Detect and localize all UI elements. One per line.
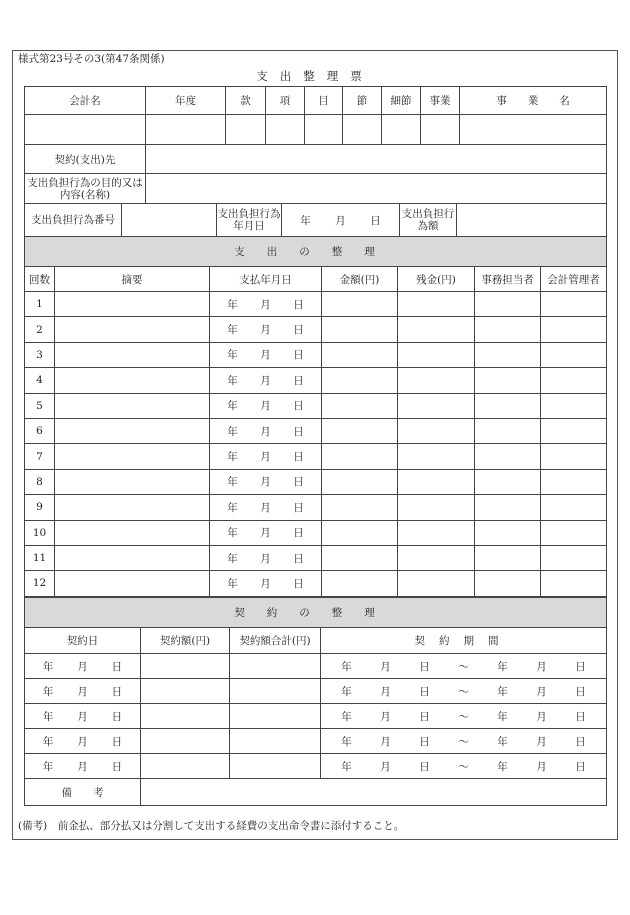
contract-amount-cell[interactable] <box>141 654 230 679</box>
month-mark: 月 <box>260 374 271 387</box>
month-mark: 月 <box>260 298 271 311</box>
contracts-section-row <box>25 598 607 628</box>
header-input-cell[interactable] <box>25 115 146 145</box>
header-col-label: 節 <box>343 87 382 115</box>
contract-period-cell[interactable] <box>321 679 607 704</box>
payment-summary-cell[interactable] <box>55 393 210 418</box>
payment-row-number: 2 <box>25 317 55 342</box>
contract-period-cell[interactable] <box>321 729 607 754</box>
payment-row-number: 7 <box>25 444 55 469</box>
payment-amount-cell[interactable] <box>322 292 398 317</box>
payment-row-number: 1 <box>25 292 55 317</box>
act-row <box>25 204 607 237</box>
contract-period-cell[interactable] <box>321 754 607 779</box>
payment-clerk-cell[interactable] <box>475 418 541 443</box>
contract-date-cell[interactable] <box>25 704 141 729</box>
col-contract-total: 契約額合計(円) <box>230 628 321 654</box>
act-amount-label: 支出負担行為額 <box>400 204 457 237</box>
payment-date-cell[interactable] <box>210 520 322 545</box>
contract-date-cell[interactable] <box>25 729 141 754</box>
year-mark: 年 <box>341 735 352 748</box>
month-mark: 月 <box>77 710 88 723</box>
header-input-cell[interactable] <box>421 115 460 145</box>
contractor-label: 契約(支出)先 <box>25 145 146 174</box>
payment-manager-cell[interactable] <box>541 571 607 596</box>
payment-clerk-cell[interactable] <box>475 545 541 570</box>
payment-amount-cell[interactable] <box>322 520 398 545</box>
payment-row <box>25 571 607 596</box>
payment-date-cell[interactable] <box>210 571 322 596</box>
contracts-table <box>24 597 607 806</box>
payments-col-label: 事務担当者 <box>475 267 541 292</box>
payment-amount-cell[interactable] <box>322 393 398 418</box>
range-mark: ～ <box>458 760 469 773</box>
header-input-cell[interactable] <box>460 115 607 145</box>
month-mark: 月 <box>260 349 271 362</box>
year-mark: 年 <box>227 527 238 540</box>
payment-row <box>25 520 607 545</box>
remarks-field[interactable] <box>141 779 607 806</box>
payment-row <box>25 393 607 418</box>
month-mark: 月 <box>380 660 391 673</box>
purpose-label-text: 支出負担行為の目的又は内容(名称) <box>27 176 143 201</box>
act-date-label: 支出負担行為年月日 <box>217 204 282 237</box>
payment-clerk-cell[interactable] <box>475 495 541 520</box>
day-mark: 日 <box>293 451 304 464</box>
year-mark: 年 <box>227 298 238 311</box>
payment-amount-cell[interactable] <box>322 571 398 596</box>
header-col-label: 款 <box>226 87 266 115</box>
year-mark: 年 <box>227 552 238 565</box>
year-mark: 年 <box>300 214 311 227</box>
payments-section-title: 支出の整理 <box>25 237 607 267</box>
day-mark: 日 <box>293 476 304 489</box>
year-mark: 年 <box>227 400 238 413</box>
purpose-row <box>25 174 607 204</box>
payments-columns-row <box>25 267 607 292</box>
payment-balance-cell[interactable] <box>398 545 475 570</box>
contract-amount-cell[interactable] <box>141 729 230 754</box>
remarks-row <box>25 779 607 806</box>
payments-col-label: 回数 <box>25 267 55 292</box>
contracts-section-title: 契約の整理 <box>25 598 607 628</box>
header-table <box>24 86 607 204</box>
payment-summary-cell[interactable] <box>55 292 210 317</box>
payment-summary-cell[interactable] <box>55 571 210 596</box>
month-mark: 月 <box>536 685 547 698</box>
year-mark: 年 <box>227 349 238 362</box>
payment-clerk-cell[interactable] <box>475 342 541 367</box>
range-mark: ～ <box>458 735 469 748</box>
payments-col-label: 支払年月日 <box>210 267 322 292</box>
contract-period-cell[interactable] <box>321 654 607 679</box>
header-col-label: 事業 <box>421 87 460 115</box>
month-mark: 月 <box>260 527 271 540</box>
payment-row-number: 10 <box>25 520 55 545</box>
payment-row <box>25 495 607 520</box>
remarks-label: 備 考 <box>25 779 141 806</box>
month-mark: 月 <box>380 735 391 748</box>
day-mark: 日 <box>293 527 304 540</box>
month-mark: 月 <box>77 685 88 698</box>
payment-row <box>25 342 607 367</box>
contractor-field[interactable] <box>146 145 607 174</box>
month-mark: 月 <box>77 760 88 773</box>
year-mark: 年 <box>341 685 352 698</box>
payment-row-number: 3 <box>25 342 55 367</box>
payment-clerk-cell[interactable] <box>475 317 541 342</box>
payment-manager-cell[interactable] <box>541 368 607 393</box>
month-mark: 月 <box>380 760 391 773</box>
month-mark: 月 <box>260 425 271 438</box>
month-mark: 月 <box>77 660 88 673</box>
payment-date-cell[interactable] <box>210 495 322 520</box>
payment-amount-cell[interactable] <box>322 368 398 393</box>
day-mark: 日 <box>111 710 123 723</box>
year-mark: 年 <box>227 425 238 438</box>
header-input-cell[interactable] <box>146 115 226 145</box>
payment-balance-cell[interactable] <box>398 444 475 469</box>
month-mark: 月 <box>536 710 547 723</box>
payment-amount-cell[interactable] <box>322 342 398 367</box>
contracts-columns-row <box>25 628 607 654</box>
year-mark: 年 <box>42 685 54 698</box>
contract-row <box>25 754 607 779</box>
payment-date-cell[interactable] <box>210 469 322 494</box>
payment-row <box>25 317 607 342</box>
month-mark: 月 <box>260 451 271 464</box>
day-mark: 日 <box>293 425 304 438</box>
contract-row <box>25 704 607 729</box>
payment-clerk-cell[interactable] <box>475 393 541 418</box>
payment-date-cell[interactable] <box>210 368 322 393</box>
payment-row <box>25 418 607 443</box>
payment-row <box>25 469 607 494</box>
month-mark: 月 <box>260 552 271 565</box>
contract-date-cell[interactable] <box>25 754 141 779</box>
range-mark: ～ <box>458 710 469 723</box>
payment-amount-cell[interactable] <box>322 418 398 443</box>
form-number: 様式第23号その3(第47条関係) <box>18 53 165 65</box>
year-mark: 年 <box>42 735 54 748</box>
header-col-label: 細節 <box>382 87 421 115</box>
contract-amount-cell[interactable] <box>141 754 230 779</box>
month-mark: 月 <box>536 735 547 748</box>
day-mark: 日 <box>419 660 430 673</box>
contract-amount-cell[interactable] <box>141 679 230 704</box>
payment-balance-cell[interactable] <box>398 418 475 443</box>
contract-period-cell[interactable] <box>321 704 607 729</box>
payment-balance-cell[interactable] <box>398 571 475 596</box>
contract-total-cell[interactable] <box>230 729 321 754</box>
payment-balance-cell[interactable] <box>398 342 475 367</box>
header-col-label: 年度 <box>146 87 226 115</box>
month-mark: 月 <box>260 577 271 590</box>
year-mark: 年 <box>497 735 508 748</box>
payment-row-number: 12 <box>25 571 55 596</box>
year-mark: 年 <box>227 374 238 387</box>
day-mark: 日 <box>293 577 304 590</box>
payment-manager-cell[interactable] <box>541 342 607 367</box>
month-mark: 月 <box>260 476 271 489</box>
contract-row <box>25 679 607 704</box>
payment-row <box>25 444 607 469</box>
footnote: (備考) 前金払、部分払又は分割して支出する経費の支出命令書に添付すること。 <box>18 820 405 832</box>
month-mark: 月 <box>260 324 271 337</box>
payment-clerk-cell[interactable] <box>475 444 541 469</box>
year-mark: 年 <box>42 760 54 773</box>
contract-row <box>25 654 607 679</box>
payment-clerk-cell[interactable] <box>475 571 541 596</box>
payment-clerk-cell[interactable] <box>475 368 541 393</box>
day-mark: 日 <box>293 298 304 311</box>
year-mark: 年 <box>497 660 508 673</box>
payment-manager-cell[interactable] <box>541 393 607 418</box>
month-mark: 月 <box>77 735 88 748</box>
day-mark: 日 <box>419 735 430 748</box>
day-mark: 日 <box>111 660 123 673</box>
payment-amount-cell[interactable] <box>322 495 398 520</box>
year-mark: 年 <box>227 451 238 464</box>
day-mark: 日 <box>111 685 123 698</box>
year-mark: 年 <box>497 760 508 773</box>
payment-balance-cell[interactable] <box>398 292 475 317</box>
day-mark: 日 <box>575 685 586 698</box>
year-mark: 年 <box>497 710 508 723</box>
year-mark: 年 <box>42 710 54 723</box>
contract-row <box>25 729 607 754</box>
month-mark: 月 <box>536 660 547 673</box>
month-mark: 月 <box>260 501 271 514</box>
payment-summary-cell[interactable] <box>55 469 210 494</box>
year-mark: 年 <box>341 760 352 773</box>
contract-amount-cell[interactable] <box>141 704 230 729</box>
payments-col-label: 金額(円) <box>322 267 398 292</box>
contract-total-cell[interactable] <box>230 704 321 729</box>
day-mark: 日 <box>293 349 304 362</box>
year-mark: 年 <box>341 660 352 673</box>
payments-col-label: 残金(円) <box>398 267 475 292</box>
purpose-label <box>25 174 146 204</box>
col-contract-date: 契約日 <box>25 628 141 654</box>
day-mark: 日 <box>419 685 430 698</box>
day-mark: 日 <box>293 374 304 387</box>
payment-summary-cell[interactable] <box>55 444 210 469</box>
payment-balance-cell[interactable] <box>398 368 475 393</box>
payments-section-row <box>25 237 607 267</box>
header-col-label: 事 業 名 <box>460 87 607 115</box>
day-mark: 日 <box>370 214 381 227</box>
act-number-label: 支出負担行為番号 <box>25 204 122 237</box>
year-mark: 年 <box>227 324 238 337</box>
payment-balance-cell[interactable] <box>398 520 475 545</box>
payment-row <box>25 545 607 570</box>
month-mark: 月 <box>260 400 271 413</box>
payment-row-number: 8 <box>25 469 55 494</box>
payment-manager-cell[interactable] <box>541 317 607 342</box>
header-col-label: 会計名 <box>25 87 146 115</box>
payment-balance-cell[interactable] <box>398 495 475 520</box>
day-mark: 日 <box>575 735 586 748</box>
payment-balance-cell[interactable] <box>398 393 475 418</box>
header-input-cell[interactable] <box>382 115 421 145</box>
day-mark: 日 <box>111 760 123 773</box>
year-mark: 年 <box>227 476 238 489</box>
range-mark: ～ <box>458 685 469 698</box>
day-mark: 日 <box>419 760 430 773</box>
payment-row <box>25 368 607 393</box>
payment-row-number: 6 <box>25 418 55 443</box>
payment-balance-cell[interactable] <box>398 469 475 494</box>
payments-col-label: 会計管理者 <box>541 267 607 292</box>
payment-date-cell[interactable] <box>210 317 322 342</box>
contract-date-cell[interactable] <box>25 654 141 679</box>
day-mark: 日 <box>575 760 586 773</box>
payment-row-number: 5 <box>25 393 55 418</box>
payment-summary-cell[interactable] <box>55 368 210 393</box>
col-contract-amount: 契約額(円) <box>141 628 230 654</box>
header-input-cell[interactable] <box>226 115 266 145</box>
year-mark: 年 <box>42 660 54 673</box>
month-mark: 月 <box>335 214 346 227</box>
payment-date-cell[interactable] <box>210 444 322 469</box>
payments-table <box>24 236 607 597</box>
header-col-label: 項 <box>266 87 305 115</box>
payment-manager-cell[interactable] <box>541 469 607 494</box>
payment-date-cell[interactable] <box>210 393 322 418</box>
payment-amount-cell[interactable] <box>322 317 398 342</box>
payment-manager-cell[interactable] <box>541 292 607 317</box>
payment-row-number: 4 <box>25 368 55 393</box>
day-mark: 日 <box>293 501 304 514</box>
payment-date-cell[interactable] <box>210 292 322 317</box>
day-mark: 日 <box>293 324 304 337</box>
header-input-cell[interactable] <box>343 115 382 145</box>
payment-manager-cell[interactable] <box>541 418 607 443</box>
payment-amount-cell[interactable] <box>322 469 398 494</box>
month-mark: 月 <box>536 760 547 773</box>
header-input-cell[interactable] <box>305 115 343 145</box>
month-mark: 月 <box>380 685 391 698</box>
act-number-field[interactable] <box>122 204 217 237</box>
payment-manager-cell[interactable] <box>541 545 607 570</box>
payment-manager-cell[interactable] <box>541 495 607 520</box>
payment-row <box>25 292 607 317</box>
year-mark: 年 <box>497 685 508 698</box>
header-input-row <box>25 115 607 145</box>
act-table <box>24 203 607 237</box>
payment-row-number: 9 <box>25 495 55 520</box>
payment-date-cell[interactable] <box>210 418 322 443</box>
payment-manager-cell[interactable] <box>541 444 607 469</box>
payment-summary-cell[interactable] <box>55 495 210 520</box>
act-amount-field[interactable] <box>457 204 607 237</box>
day-mark: 日 <box>293 400 304 413</box>
payments-col-label: 摘要 <box>55 267 210 292</box>
header-columns-row <box>25 87 607 115</box>
contract-date-cell[interactable] <box>25 679 141 704</box>
range-mark: ～ <box>458 660 469 673</box>
day-mark: 日 <box>419 710 430 723</box>
day-mark: 日 <box>111 735 123 748</box>
payment-date-cell[interactable] <box>210 342 322 367</box>
payment-manager-cell[interactable] <box>541 520 607 545</box>
act-date-field[interactable] <box>282 204 400 237</box>
payment-summary-cell[interactable] <box>55 545 210 570</box>
col-contract-period: 契約期間 <box>321 628 607 654</box>
payment-summary-cell[interactable] <box>55 317 210 342</box>
month-mark: 月 <box>380 710 391 723</box>
year-mark: 年 <box>227 577 238 590</box>
contractor-row <box>25 145 607 174</box>
payment-summary-cell[interactable] <box>55 520 210 545</box>
day-mark: 日 <box>293 552 304 565</box>
contract-total-cell[interactable] <box>230 754 321 779</box>
payment-clerk-cell[interactable] <box>475 292 541 317</box>
year-mark: 年 <box>341 710 352 723</box>
payment-amount-cell[interactable] <box>322 444 398 469</box>
purpose-field[interactable] <box>146 174 607 204</box>
payment-clerk-cell[interactable] <box>475 520 541 545</box>
contract-total-cell[interactable] <box>230 654 321 679</box>
form-title: 支出整理票 <box>256 69 374 83</box>
day-mark: 日 <box>575 660 586 673</box>
payment-summary-cell[interactable] <box>55 418 210 443</box>
header-col-label: 目 <box>305 87 343 115</box>
payment-row-number: 11 <box>25 545 55 570</box>
payment-summary-cell[interactable] <box>55 342 210 367</box>
payment-clerk-cell[interactable] <box>475 469 541 494</box>
payment-date-cell[interactable] <box>210 545 322 570</box>
payment-amount-cell[interactable] <box>322 545 398 570</box>
contract-total-cell[interactable] <box>230 679 321 704</box>
header-input-cell[interactable] <box>266 115 305 145</box>
day-mark: 日 <box>575 710 586 723</box>
payment-balance-cell[interactable] <box>398 317 475 342</box>
year-mark: 年 <box>227 501 238 514</box>
